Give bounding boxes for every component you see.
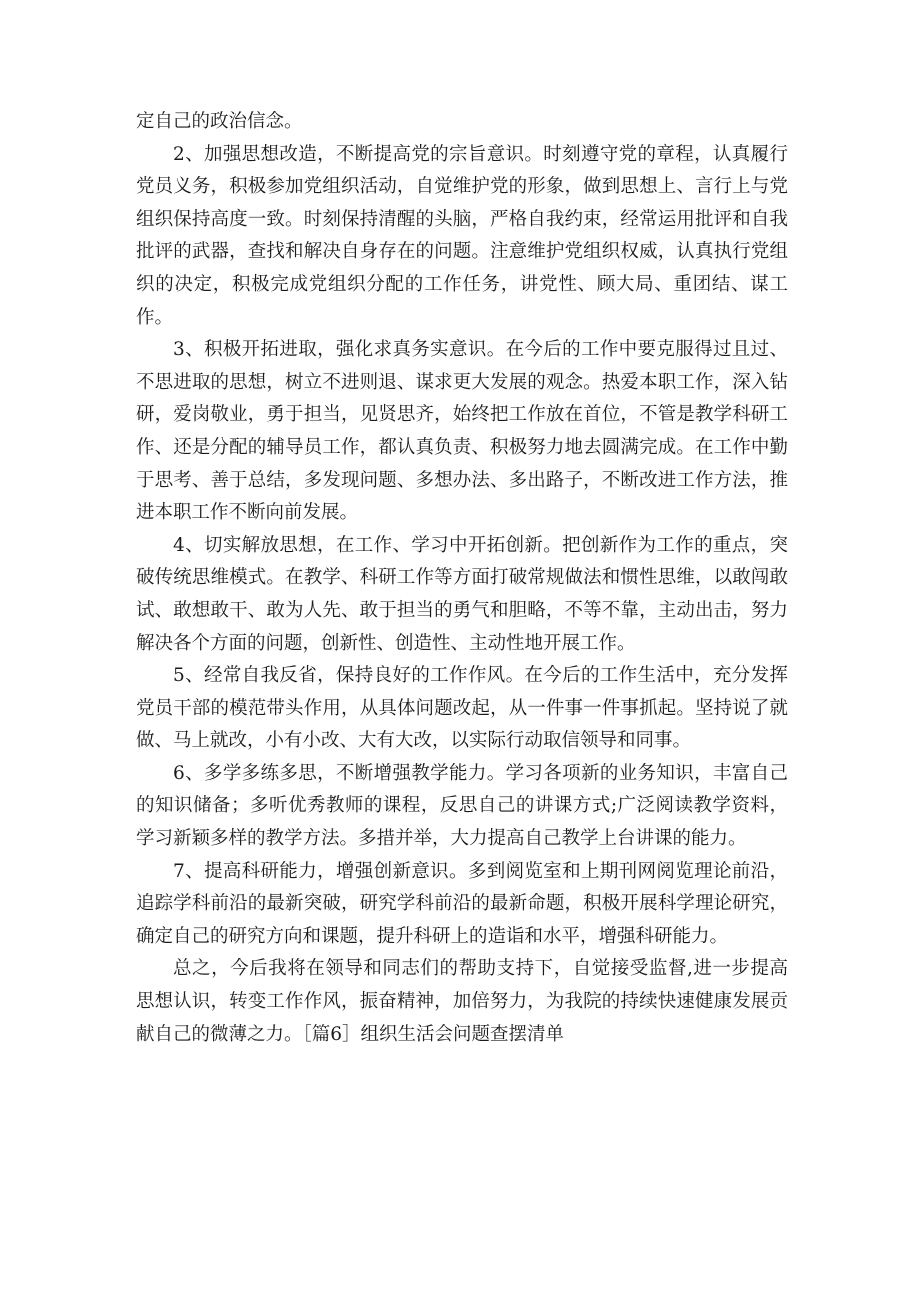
- document-body: [136, 106, 788, 1051]
- paragraph-item-6: 6、多学多练多思，不断增强教学能力。学习各项新的业务知识，丰富自己的知识储备；多听优秀教师的课程，反思自己的讲课方式;广泛阅读教学资料，学习新颖多样的教学方法。多措并举，大力提高自己教学上台讲课的能力。: [136, 762, 788, 850]
- paragraph-item-2: 2、加强思想改造，不断提高党的宗旨意识。时刻遵守党的章程，认真履行党员义务，积极参加党组织活动，自觉维护党的形象，做到思想上、言行上与党组织保持高度一致。时刻保持清醒的头脑，严格自我约束，经常运用批评和自我批评的武器，查找和解决自身存在的问题。注意维护党组织权威，认真执行党组织的决定，积极完成党组织分配的工作任务，讲党性、顾大局、重团结、谋工作。: [136, 143, 788, 328]
- paragraph-item-3: 3、积极开拓进取，强化求真务实意识。在今后的工作中要克服得过且过、不思进取的思想，树立不进则退、谋求更大发展的观念。热爱本职工作，深入钻研，爱岗敬业，勇于担当，见贤思齐，始终把工作放在首位，不管是教学科研工作、还是分配的辅导员工作，都认真负责、积极努力地去圆满完成。在工作中勤于思考、善于总结，多发现问题、多想办法、多出路子，不断改进工作方法，推进本职工作不断向前发展。: [136, 339, 788, 524]
- paragraph-item-7: 7、提高科研能力，增强创新意识。多到阅览室和上期刊网阅览理论前沿，追踪学科前沿的最新突破，研究学科前沿的最新命题，积极开展科学理论研究，确定自己的研究方向和课题，提升科研上的造诣和水平，增强科研能力。: [136, 860, 788, 947]
- continuation-paragraph: 定自己的政治信念。: [136, 111, 303, 132]
- summary-paragraph: 总之，今后我将在领导和同志们的帮助支持下，自觉接受监督,进一步提高思想认识，转变工作作风，振奋精神，加倍努力，为我院的持续快速健康发展贡献自己的微薄之力。［篇6］组织生活会问题查摆清单: [136, 958, 788, 1045]
- paragraph-item-5: 5、经常自我反省，保持良好的工作作风。在今后的工作生活中，充分发挥党员干部的模范带头作用，从具体问题改起，从一件事一件事抓起。坚持说了就做、马上就改，小有小改、大有大改，以实际行动取信领导和同事。: [136, 665, 788, 752]
- paragraph-item-4: 4、切实解放思想，在工作、学习中开拓创新。把创新作为工作的重点，突破传统思维模式。在教学、科研工作等方面打破常规做法和惯性思维，以敢闯敢试、敢想敢干、敢为人先、敢于担当的勇气和胆略，不等不靠，主动出击，努力解决各个方面的问题，创新性、创造性、主动性地开展工作。: [136, 534, 788, 654]
